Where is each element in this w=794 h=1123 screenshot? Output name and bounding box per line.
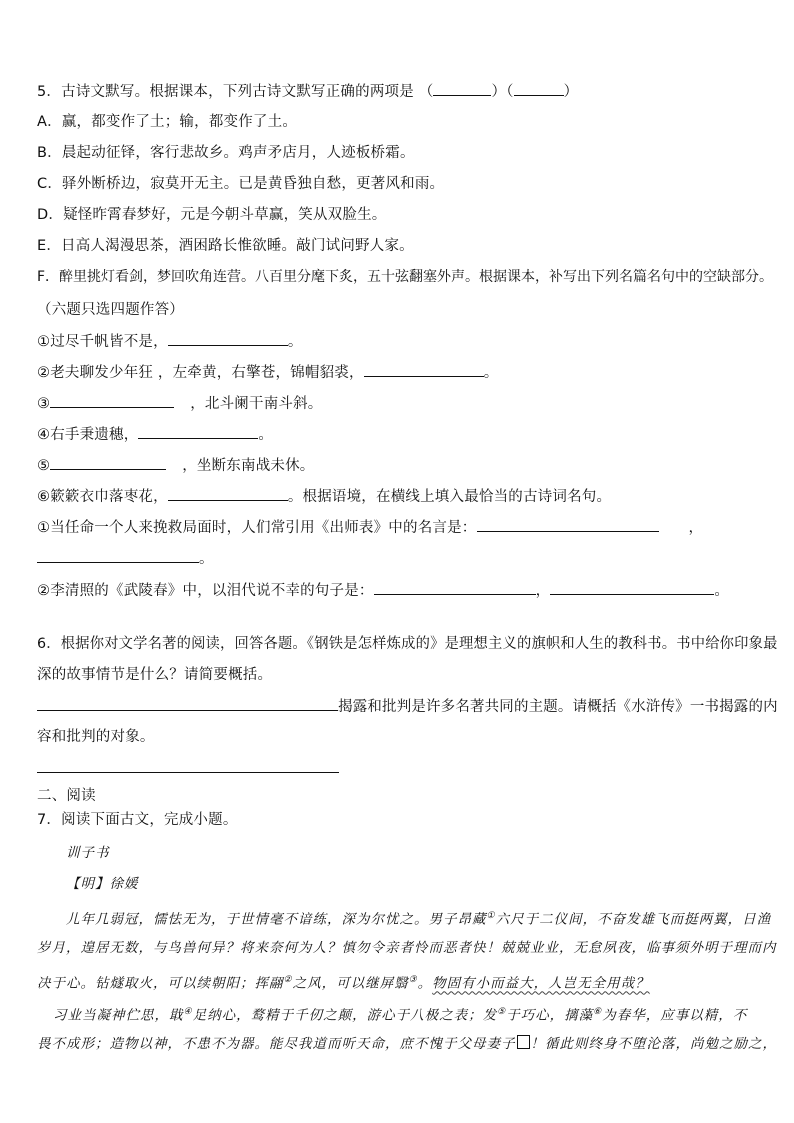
fill-line-6: ⑥簌簌衣巾落枣花， 。根据语境，在横线上填入最恰当的古诗词名句。 (37, 486, 611, 507)
q6-line-2: 深的故事情节是什么？请简要概括。 (37, 667, 273, 683)
passage-line-5: 畏不成形；造物以神，不患不为器。能尽我道而听天命，庶不愧于父母妻子 ！循此则终身不堕沦落，尚勉之励之， (37, 1036, 777, 1052)
q5-option-f: F．醉里挑灯看剑，梦回吹角连营。八百里分麾下炙，五十弦翻塞外声。根据课本，补写出下列名篇名句中的空缺部分。 (37, 269, 774, 285)
q5-stem: 5．古诗文默写。根据课本，下列古诗文默写正确的两项是 （ ）（ ） (37, 81, 578, 102)
passage-line-2: 岁月，遑居无数，与鸟兽何异？将来奈何为人？慎勿令亲者怜而恶者快！兢兢业业，无怠夙夜，临事须外明于理而内 (37, 940, 777, 956)
answer-blank[interactable] (168, 486, 288, 501)
footnote-marker: ① (486, 911, 496, 921)
answer-blank[interactable] (168, 331, 288, 346)
answer-blank[interactable] (50, 393, 174, 408)
q5-option-d: D．疑怪昨霄春梦好，元是今朝斗草赢，笑从双脸生。 (37, 207, 387, 223)
missing-char-box (517, 1035, 530, 1049)
q7-stem: 7．阅读下面古文，完成小题。 (37, 812, 238, 828)
q5-option-b: B．晨起动征铎，客行悲故乡。鸡声矛店月，人迹板桥霜。 (37, 145, 415, 161)
answer-blank[interactable] (364, 362, 484, 377)
q5-option-c: C．驿外断桥边，寂莫开无主。已是黄昏独自愁，更著风和雨。 (37, 176, 445, 192)
answer-blank[interactable] (550, 580, 714, 595)
passage-line-4: 习业当凝神伫思，戢④足纳心，鹜精于千仞之颠，游心于八极之表；发⑤于巧心，摛藻⑥为春华，应事以精，不 (53, 1007, 748, 1024)
answer-blank[interactable] (37, 696, 338, 711)
fill-line-5: ⑤ ，坐断东南战未休。 (37, 455, 315, 476)
q6-line-3: 揭露和批判是许多名著共同的主题。请概括《水浒传》一书揭露的内 (37, 696, 778, 717)
fill-line-2: ②老夫聊发少年狂 ，左牵黄，右擎苍，锦帽貂裘， 。 (37, 362, 498, 383)
passage-line-3: 决于心。钻燧取火，可以续朝阳；挥翮②之风，可以继屏翳③。物固有小而益大，人岂无全用哉？ (37, 975, 650, 992)
answer-blank[interactable] (514, 81, 564, 96)
passage-title: 训子书 (66, 845, 110, 861)
fill-line-1: ①过尽千帆皆不是， 。 (37, 331, 303, 352)
footnote-marker: ⑥ (593, 1007, 603, 1017)
answer-blank[interactable] (50, 455, 166, 470)
answer-line[interactable] (37, 772, 339, 773)
context-line-1: ①当任命一个人来挽救局面时，人们常引用《出师表》中的名言是： ， (37, 517, 703, 538)
q6-line-1: 6．根据你对文学名著的阅读，回答各题。《钢铁是怎样炼成的》是理想主义的旗帜和人生的教科书。书中给你印象最 (37, 636, 778, 652)
answer-blank[interactable] (477, 517, 659, 532)
footnote-marker: ③ (408, 975, 418, 985)
section-title: 二、阅读 (37, 788, 96, 804)
answer-blank[interactable] (433, 81, 491, 96)
answer-blank[interactable] (37, 548, 199, 563)
context-line-1b: 。 (37, 548, 214, 569)
passage-line-1: 儿年几弱冠，懦怯无为，于世情毫不谙练，深为尔忧之。男子昂藏①六尺于二仪间，不奋发雄飞而挺两翼，日渔 (66, 911, 772, 928)
footnote-marker: ② (283, 975, 293, 985)
answer-blank[interactable] (138, 424, 258, 439)
q5-note: （六题只选四题作答） (37, 302, 184, 318)
footnote-marker: ④ (183, 1007, 193, 1017)
fill-line-4: ④右手秉遗穗， 。 (37, 424, 273, 445)
q6-line-4: 容和批判的对象。 (37, 729, 155, 745)
answer-blank[interactable] (374, 580, 536, 595)
fill-line-3: ③ ，北斗阑干南斗斜。 (37, 393, 323, 414)
q5-option-e: E．日高人渴漫思茶，酒困路长惟欲睡。敲门试问野人家。 (37, 238, 414, 254)
underlined-sentence: 物固有小而益大，人岂无全用哉？ (432, 975, 650, 992)
footnote-marker: ⑤ (497, 1007, 507, 1017)
q5-option-a: A．赢，都变作了土；输，都变作了土。 (37, 114, 298, 130)
context-line-2: ②李清照的《武陵春》中，以泪代说不幸的句子是： ， 。 (37, 580, 729, 601)
passage-author: 【明】徐媛 (66, 876, 139, 892)
